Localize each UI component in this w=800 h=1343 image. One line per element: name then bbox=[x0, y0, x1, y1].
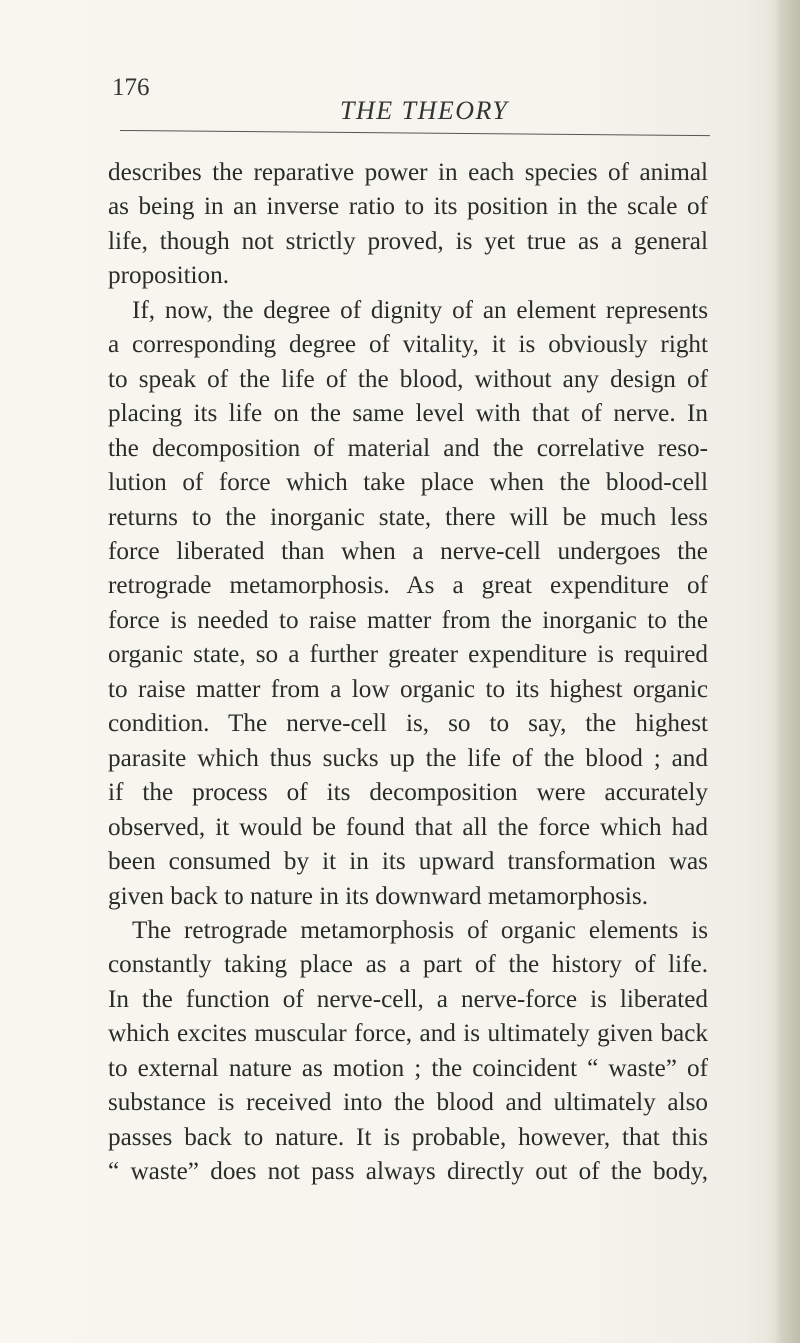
text-line: force liberated than when a nerve-cell undergoes the bbox=[108, 537, 708, 565]
text-line: parasite which thus sucks up the life of the blood ; and bbox=[108, 744, 708, 772]
text-line: if the process of its decomposition were accurately bbox=[108, 779, 708, 807]
text-line: retrograde metamorphosis. As a great expenditure of bbox=[108, 572, 708, 600]
text-line: a corresponding degree of vitality, it is obviously right bbox=[108, 331, 708, 359]
body-text bbox=[108, 156, 708, 1190]
text-line: force is needed to raise matter from the inorganic to the bbox=[108, 606, 708, 634]
text-line: as being in an inverse ratio to its position in the scale of bbox=[108, 193, 708, 221]
text-line: If, now, the degree of dignity of an element represents bbox=[132, 296, 708, 324]
text-line: describes the reparative power in each species of animal bbox=[108, 159, 708, 186]
running-head: THE THEORY bbox=[340, 96, 509, 125]
text-line: observed, it would be found that all the force which had bbox=[108, 813, 708, 841]
page-number: 176 bbox=[112, 74, 150, 101]
text-line: the decomposition of material and the correlative reso- bbox=[108, 434, 708, 462]
text-line: placing its life on the same level with that of nerve. In bbox=[108, 400, 708, 428]
text-line: proposition. bbox=[108, 262, 230, 290]
header-rule bbox=[120, 130, 710, 136]
text-line: returns to the inorganic state, there will be much less bbox=[108, 503, 708, 531]
text-line: condition. The nerve-cell is, so to say, the highest bbox=[108, 710, 708, 738]
text-line: been consumed by it in its upward transformation was bbox=[108, 848, 708, 876]
text-line: constantly taking place as a part of the history of life. bbox=[108, 951, 708, 979]
text-line: given back to nature in its downward metamorphosis. bbox=[108, 882, 649, 910]
page-edge-shadow bbox=[776, 0, 800, 1343]
text-line: organic state, so a further greater expenditure is required bbox=[108, 641, 708, 669]
text-line: to external nature as motion ; the coincident “ waste” of bbox=[108, 1054, 708, 1082]
text-line: to speak of the life of the blood, without any design of bbox=[108, 365, 708, 393]
text-line: to raise matter from a low organic to its highest organic bbox=[108, 675, 708, 703]
text-line: In the function of nerve-cell, a nerve-force is liberated bbox=[108, 985, 708, 1013]
text-line: life, though not strictly proved, is yet true as a general bbox=[108, 227, 708, 255]
text-line: substance is received into the blood and ultimately also bbox=[108, 1089, 708, 1117]
text-line: which excites muscular force, and is ultimately given back bbox=[108, 1020, 708, 1048]
text-line: lution of force which take place when the blood-cell bbox=[108, 469, 708, 497]
text-line: “ waste” does not pass always directly out of the body, bbox=[108, 1158, 708, 1186]
text-line: The retrograde metamorphosis of organic elements is bbox=[132, 916, 708, 944]
text-line: passes back to nature. It is probable, however, that this bbox=[108, 1123, 708, 1151]
